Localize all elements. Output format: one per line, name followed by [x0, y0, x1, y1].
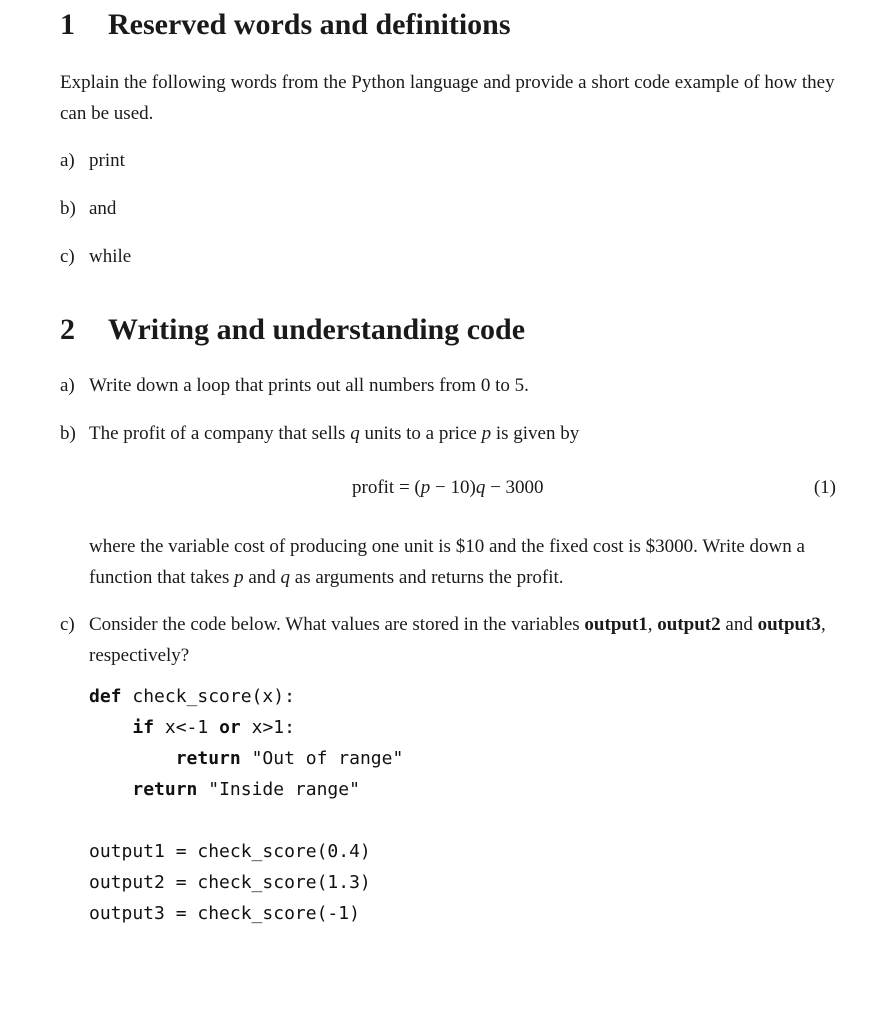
- section-2-item-a: [60, 370, 529, 401]
- section-2-item-b-continuation: where the variable cost of producing one unit is $10 and the fixed cost is $3000. Write down a function that takes p and q as arguments and returns the profit.: [89, 536, 805, 588]
- section-1-item-a: [60, 145, 125, 176]
- code-line-5: output1 = check_score(0.4): [89, 841, 371, 862]
- item-label: b): [60, 198, 76, 219]
- profit-equation: profit = (p − 10)q − 3000: [352, 477, 544, 498]
- section-1-number: 1: [60, 8, 75, 41]
- code-line-3: return "Out of range": [175, 748, 404, 769]
- variable-output1: output1: [584, 614, 648, 635]
- item-text: while: [89, 246, 132, 267]
- variable-output3: output3: [757, 614, 821, 635]
- section-2-number: 2: [60, 313, 75, 346]
- code-line-6: output2 = check_score(1.3): [89, 872, 371, 893]
- section-2-item-c-text: Consider the code below. What values are stored in the variables output1, output2 and output3, respectively?: [89, 614, 826, 666]
- variable-q: q: [350, 423, 360, 444]
- item-text: print: [89, 150, 125, 171]
- section-1-intro: Explain the following words from the Python language and provide a short code example of how they can be used.: [60, 72, 835, 124]
- section-1-title: Reserved words and definitions: [108, 8, 511, 41]
- code-line-2: if x<-1 or x>1:: [132, 717, 295, 738]
- variable-p: p: [481, 423, 492, 444]
- code-line-7: output3 = check_score(-1): [89, 903, 360, 924]
- item-label: a): [60, 150, 75, 171]
- item-text: Write down a loop that prints out all numbers from 0 to 5.: [89, 375, 529, 396]
- item-label: a): [60, 375, 75, 396]
- item-text: and: [89, 198, 117, 219]
- code-line-1: def check_score(x):: [89, 686, 295, 707]
- variable-output2: output2: [657, 614, 721, 635]
- equation-number: (1): [813, 477, 836, 498]
- section-1-item-b: [60, 193, 116, 224]
- section-2-item-b: b) The profit of a company that sells q units to a price p is given by: [60, 418, 579, 449]
- section-2-heading: [60, 313, 525, 347]
- section-1-item-c: [60, 241, 131, 272]
- item-label: c): [60, 246, 75, 267]
- item-label: c): [60, 614, 75, 635]
- code-line-4: return "Inside range": [132, 779, 360, 800]
- section-1-heading: [60, 8, 511, 42]
- section-2-item-c-label: [60, 609, 89, 640]
- item-label: b): [60, 423, 76, 444]
- section-2-title: Writing and understanding code: [108, 313, 526, 346]
